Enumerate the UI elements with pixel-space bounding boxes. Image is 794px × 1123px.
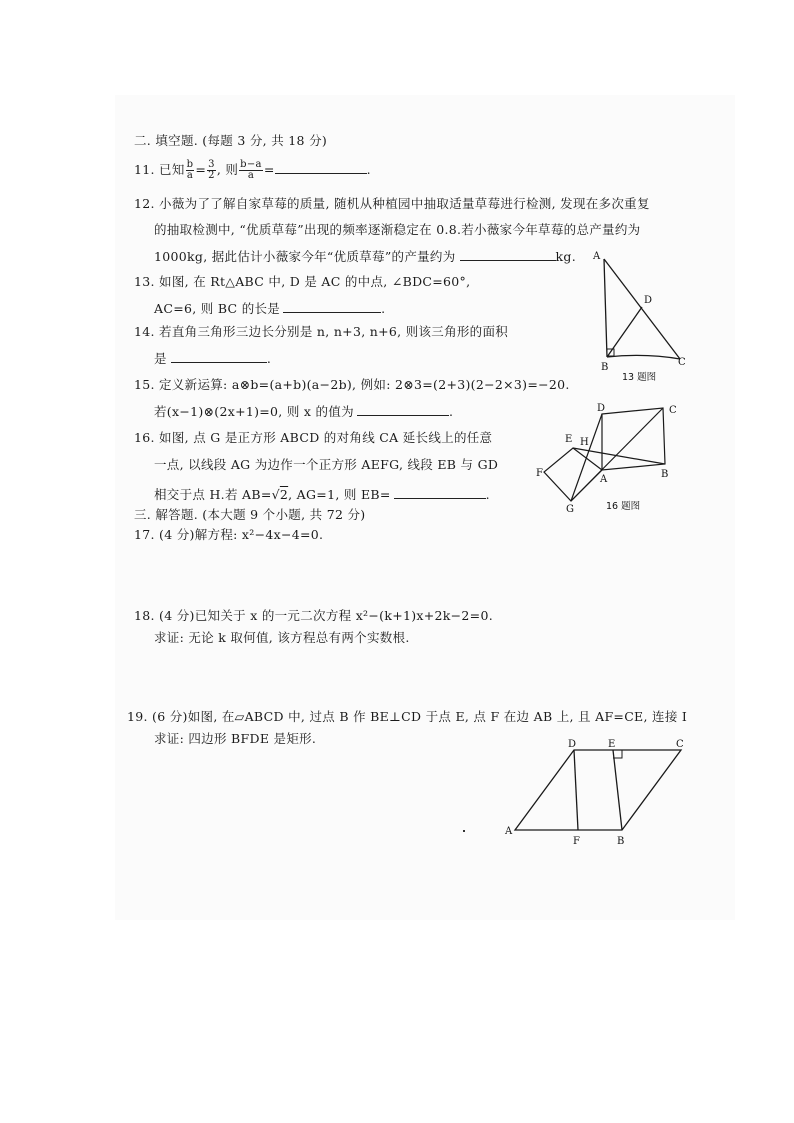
- caption-16: 16 题图: [606, 501, 641, 512]
- label-f: F: [573, 836, 580, 847]
- segment-gd: [571, 414, 602, 501]
- q15-line1: 15. 定义新运算: a⊗b=(a+b)(a−2b), 例如: 2⊗3=(2+3)(2−2×3)=−20.: [134, 377, 570, 392]
- q16-line1: 16. 如图, 点 G 是正方形 ABCD 的对角线 CA 延长线上的任意: [134, 430, 493, 445]
- label-c: C: [678, 357, 686, 368]
- section2-title: 二. 填空题. (每题 3 分, 共 18 分): [134, 133, 328, 148]
- parallelogram-abcd: [515, 750, 681, 830]
- q16-line3: [154, 486, 490, 503]
- q11-prefix: 11. 已知: [134, 162, 185, 177]
- q16-end: .: [485, 487, 490, 502]
- q13-end: .: [381, 301, 386, 316]
- answer-blank-11[interactable]: [275, 161, 367, 174]
- fraction-bma-over-a: $\frac{b-a}{a}$: [240, 159, 262, 181]
- q13-line2-text: AC=6, 则 BC 的长是: [154, 301, 281, 316]
- q12-line3: [154, 248, 576, 265]
- label-c: C: [669, 405, 677, 416]
- square-aefg: [544, 448, 602, 501]
- q16-line2: 一点, 以线段 AG 为边作一个正方形 AEFG, 线段 EB 与 GD: [154, 457, 499, 472]
- label-d: D: [568, 739, 577, 750]
- q14-line1: 14. 若直角三角形三边长分别是 n, n+3, n+6, 则该三角形的面积: [134, 324, 509, 339]
- figure-19: [500, 735, 700, 854]
- answer-blank-12[interactable]: [460, 248, 556, 261]
- answer-blank-13[interactable]: [283, 300, 381, 313]
- label-a: A: [600, 474, 608, 485]
- section3-title: 三. 解答题. (本大题 9 个小题, 共 72 分): [134, 507, 366, 522]
- label-d: D: [644, 295, 653, 306]
- q19-line1: 19. (6 分)如图, 在▱ABCD 中, 过点 B 作 BE⊥CD 于点 E, 点 F 在边 AB 上, 且 AF=CE, 连接 I: [127, 709, 688, 724]
- q18-line1: 18. (4 分)已知关于 x 的一元二次方程 x²−(k+1)x+2k−2=0.: [134, 608, 493, 623]
- sqrt-radicand: 2: [279, 487, 289, 502]
- figure-16: [530, 398, 690, 520]
- label-c: C: [676, 739, 684, 750]
- label-a: A: [505, 826, 513, 837]
- label-d: D: [597, 403, 606, 414]
- label-e: E: [565, 434, 573, 445]
- q18-line2: 求证: 无论 k 取何值, 该方程总有两个实数根.: [154, 630, 410, 645]
- label-b: B: [617, 836, 625, 847]
- q13-line1: 13. 如图, 在 Rt△ABC 中, D 是 AC 的中点, ∠BDC=60°,: [134, 274, 471, 289]
- caption-13: 13 题图: [622, 372, 657, 383]
- q15-line2-text: 若(x−1)⊗(2x+1)=0, 则 x 的值为: [154, 404, 354, 419]
- label-e: E: [608, 739, 616, 750]
- q14-line2-text: 是: [154, 351, 167, 366]
- segment-ab: [604, 259, 607, 357]
- label-g: G: [566, 504, 574, 515]
- segment-bc: [607, 355, 680, 359]
- q12-unit: kg.: [555, 249, 576, 264]
- answer-blank-14[interactable]: [171, 350, 267, 363]
- q11-end: .: [366, 162, 371, 177]
- segment-df: [574, 750, 578, 830]
- q11-then: , 则: [216, 162, 239, 177]
- answer-blank-15[interactable]: [357, 403, 449, 416]
- q11-equals-2: =: [263, 162, 275, 177]
- question-17: 17. (4 分)解方程: x²−4x−4=0.: [134, 527, 324, 542]
- label-f: F: [536, 468, 543, 479]
- q14-end: .: [266, 351, 272, 366]
- q12-line1: 12. 小薇为了了解自家草莓的质量, 随机从种植园中抽取适量草莓进行检测, 发现在多次重复: [134, 196, 650, 211]
- label-b: B: [661, 469, 669, 480]
- fraction-b-over-a: $\frac{b}{a}$: [186, 159, 194, 181]
- q16-line3-text: 相交于点 H.若 AB=√: [154, 487, 280, 502]
- question-11: [134, 160, 371, 181]
- figure-13: [590, 245, 700, 389]
- q11-equals: =: [195, 162, 207, 177]
- label-b: B: [601, 362, 609, 373]
- q16-line3-text-2: , AG=1, 则 EB=: [288, 487, 391, 502]
- q12-line3-text: 1000kg, 据此估计小薇家今年“优质草莓”的产量约为: [154, 249, 456, 264]
- q15-line2: [154, 403, 453, 420]
- q12-line2: 的抽取检测中, “优质草莓”出现的频率逐渐稳定在 0.8.若小薇家今年草莓的总产量约为: [154, 222, 641, 237]
- label-h: H: [580, 437, 589, 448]
- answer-blank-16[interactable]: [394, 486, 486, 499]
- segment-eb: [613, 750, 622, 830]
- scan-speck: [463, 830, 465, 832]
- q15-end: .: [448, 404, 454, 419]
- q14-line2: [154, 350, 271, 367]
- fraction-3-over-2: $\frac{3}{2}$: [208, 159, 215, 181]
- q19-line2: 求证: 四边形 BFDE 是矩形.: [154, 731, 317, 746]
- label-a: A: [593, 251, 601, 262]
- q13-line2: [154, 300, 385, 317]
